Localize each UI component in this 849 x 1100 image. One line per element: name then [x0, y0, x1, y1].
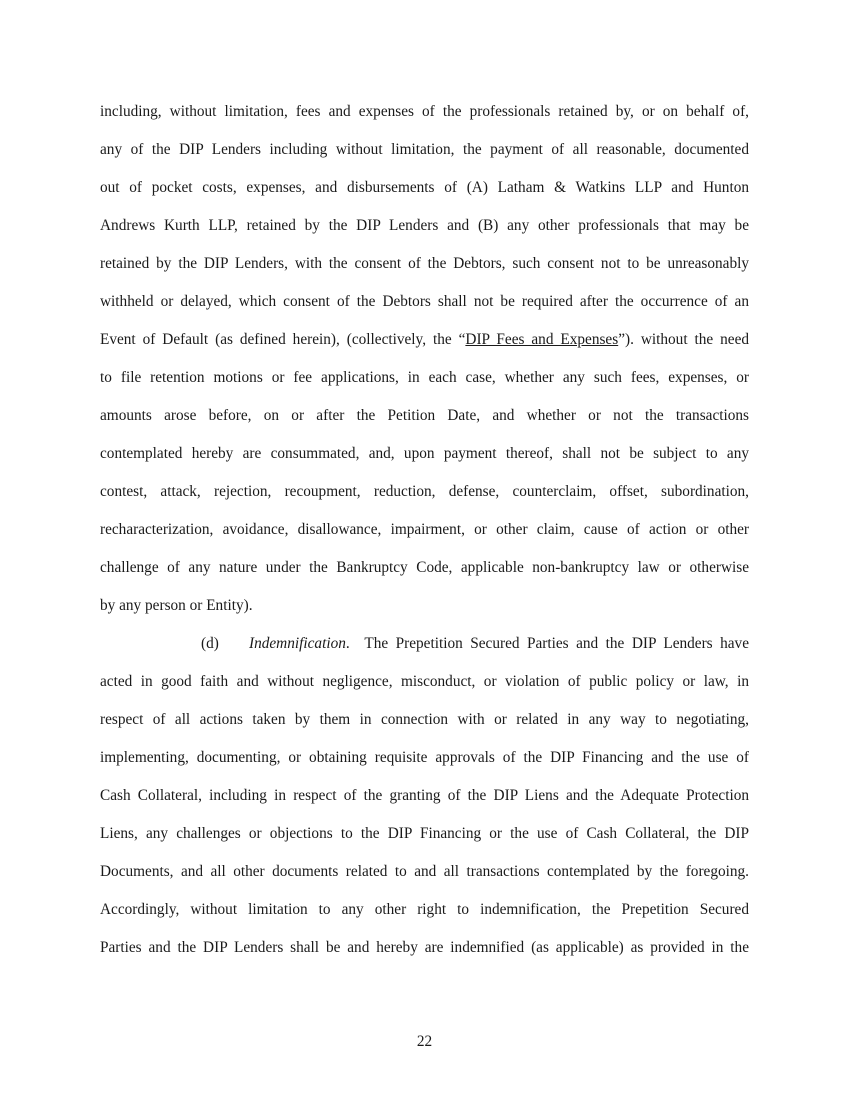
text-line: Accordingly, without limitation to any other right to indemnification, the Prepetition Secured [100, 901, 749, 918]
text-line: recharacterization, avoidance, disallowance, impairment, or other claim, cause of action or other [100, 521, 749, 538]
text-line: contemplated hereby are consummated, and, upon payment thereof, shall not be subject to any [100, 445, 749, 462]
text-line: Documents, and all other documents related to and all transactions contemplated by the foregoing. [100, 863, 749, 880]
paragraph-label: (d) [201, 635, 219, 652]
paragraph-heading: Indemnification [249, 635, 346, 652]
defined-term-dip-fees: DIP Fees and Expenses [465, 331, 619, 348]
text-line: contest, attack, rejection, recoupment, reduction, defense, counterclaim, offset, subordination, [100, 483, 749, 500]
text-line: out of pocket costs, expenses, and disbursements of (A) Latham & Watkins LLP and Hunton [100, 179, 749, 196]
text-line: to file retention motions or fee applications, in each case, whether any such fees, expenses, or [100, 369, 749, 386]
text-line: challenge of any nature under the Bankruptcy Code, applicable non-bankruptcy law or otherwise [100, 559, 749, 576]
text-line: by any person or Entity). [100, 597, 253, 614]
text-line: including, without limitation, fees and expenses of the professionals retained by, or on behalf of, [100, 103, 749, 120]
text-line: respect of all actions taken by them in connection with or related in any way to negotiating, [100, 711, 749, 728]
text-line: withheld or delayed, which consent of the Debtors shall not be required after the occurrence of an [100, 293, 749, 310]
text-line: Liens, any challenges or objections to the DIP Financing or the use of Cash Collateral, the DIP [100, 825, 749, 842]
text-line: Cash Collateral, including in respect of the granting of the DIP Liens and the Adequate Protection [100, 787, 749, 804]
text-line: Parties and the DIP Lenders shall be and hereby are indemnified (as applicable) as provided in the [100, 939, 749, 956]
paragraph-d-heading-line: (d) Indemnification. The Prepetition Secured Parties and the DIP Lenders have [201, 635, 749, 652]
page-number: 22 [416, 1033, 433, 1050]
text-line: Andrews Kurth LLP, retained by the DIP Lenders and (B) any other professionals that may be [100, 217, 749, 234]
text-line: implementing, documenting, or obtaining requisite approvals of the DIP Financing and the use of [100, 749, 749, 766]
text-line: acted in good faith and without negligence, misconduct, or violation of public policy or law, in [100, 673, 749, 690]
text-line: retained by the DIP Lenders, with the consent of the Debtors, such consent not to be unreasonably [100, 255, 749, 272]
text-line-defined-term: Event of Default (as defined herein), (collectively, the “DIP Fees and Expenses”). without the need [100, 331, 750, 348]
text-line: any of the DIP Lenders including without limitation, the payment of all reasonable, documented [100, 141, 749, 158]
text-line: amounts arose before, on or after the Petition Date, and whether or not the transactions [100, 407, 749, 424]
